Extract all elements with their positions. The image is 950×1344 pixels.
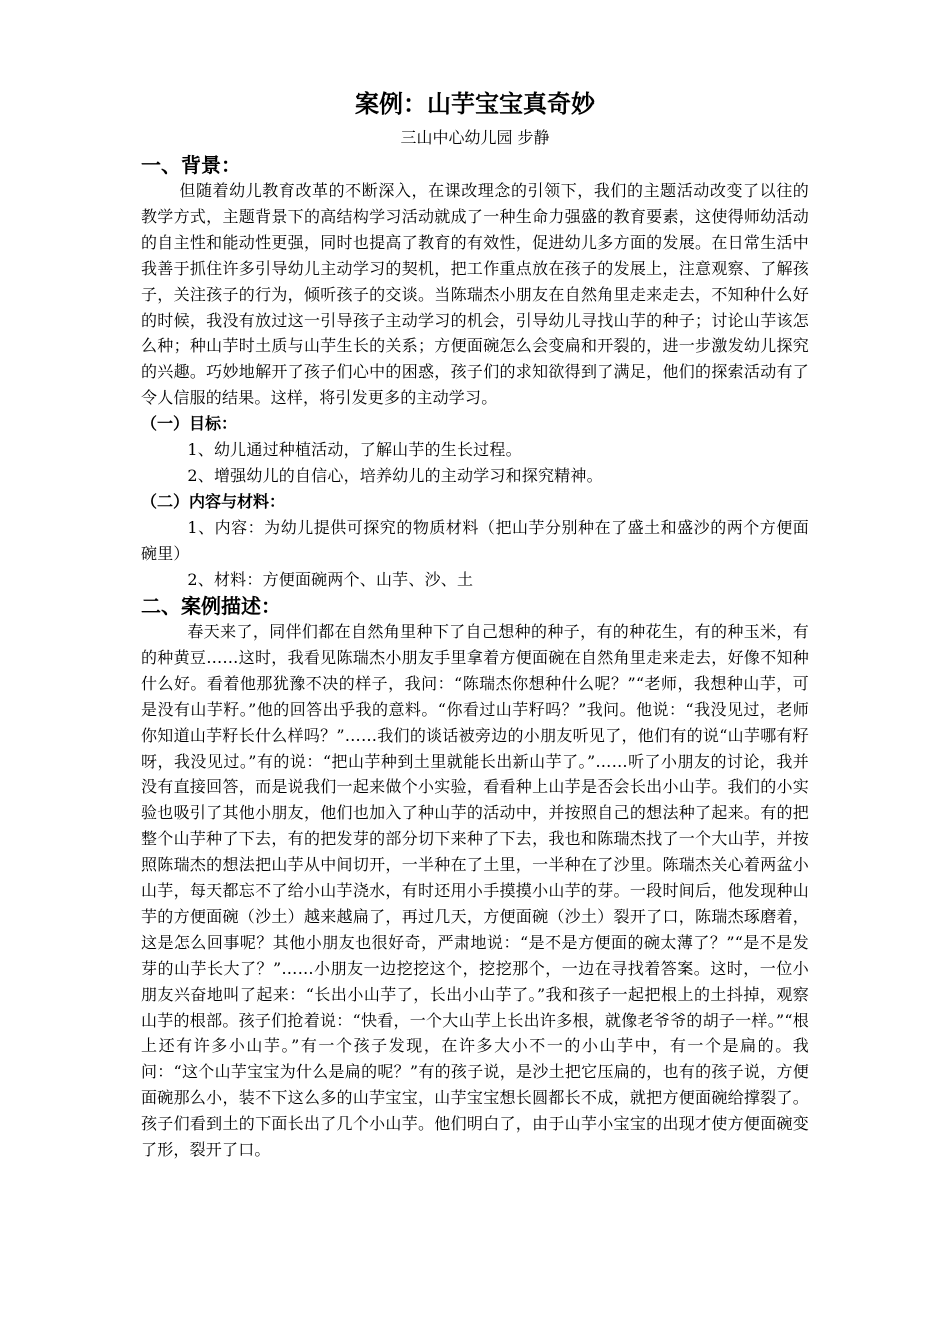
- content-item: 1、内容：为幼儿提供可探究的物质材料（把山芋分别种在了盛土和盛沙的两个方便面碗里）: [141, 518, 809, 564]
- subheading-goals: （一）目标：: [141, 414, 238, 434]
- goal-item-2: 2、增强幼儿的自信心，培养幼儿的主动学习和探究精神。: [187, 466, 603, 486]
- section-heading-case: 二、案例描述：: [141, 593, 281, 618]
- goal-item-1: 1、幼儿通过种植活动，了解山芋的生长过程。: [187, 440, 522, 460]
- material-item: 2、材料：方便面碗两个、山芋、沙、土: [187, 569, 474, 589]
- document-page: [141, 86, 809, 1163]
- subheading-materials: （二）内容与材料：: [141, 492, 286, 512]
- section-heading-background: 一、背景：: [141, 153, 241, 177]
- background-paragraph: 但随着幼儿教育改革的不断深入，在课改理念的引领下，我们的主题活动改变了以往的教学方式，主题背景下的高结构学习活动就成了一种生命力强盛的教育要素，这使得师幼活动的自主性和能动性更强，同时也提高了教育的有效性，促进幼儿多方面的发展。在日常生活中我善于抓住许多引导幼儿主动学习的契机，把工作重点放在孩子的发展上，注意观察、了解孩子，关注孩子的行为，倾听孩子的交谈。当陈瑞杰小朋友在自然角里走来走去，不知种什么好的时候，我没有放过这一引导孩子主动学习的机会，引导幼儿寻找山芋的种子；讨论山芋该怎么种；种山芋时土质与山芋生长的关系；方便面碗怎么会变扁和开裂的，进一步激发幼儿探究的兴趣。巧妙地解开了孩子们心中的困惑，孩子们的求知欲得到了满足，他们的探索活动有了令人信服的结果。这样，将引发更多的主动学习。: [141, 181, 809, 408]
- case-paragraph: 春天来了，同伴们都在自然角里种下了自己想种的种子，有的种花生，有的种玉米，有的种黄豆……这时，我看见陈瑞杰小朋友手里拿着方便面碗在自然角里走来走去，好像不知种什么好。看着他那犹豫不决的样子，我问：“陈瑞杰你想种什么呢？”“老师，我想种山芋，可是没有山芋籽。”他的回答出乎我的意料。“你看过山芋籽吗？”我问。他说：“我没见过，老师你知道山芋籽长什么样吗？”……我们的谈话被旁边的小朋友听见了，他们有的说“山芋哪有籽呀，我没见过。”有的说：“把山芋种到土里就能长出新山芋了。”……听了小朋友的讨论，我并没有直接回答，而是说我们一起来做个小实验，看看种上山芋是否会长出小山芋。我们的小实验也吸引了其他小朋友，他们也加入了种山芋的活动中，并按照自己的想法种了起来。有的把整个山芋种了下去，有的把发芽的部分切下来种了下去，我也和陈瑞杰找了一个大山芋，并按照陈瑞杰的想法把山芋从中间切开，一半种在了土里，一半种在了沙里。陈瑞杰关心着两盆小山芋，每天都忘不了给小山芋浇水，有时还用小手摸摸小山芋的芽。一段时间后，他发现种山芋的方便面碗（沙土）越来越扁了，再过几天，方便面碗（沙土）裂开了口，陈瑞杰琢磨着，这是怎么回事呢？其他小朋友也很好奇，严肃地说：“是不是方便面的碗太薄了？”“是不是发芽的山芋长大了？”……小朋友一边挖挖这个，挖挖那个，一边在寻找着答案。这时，一位小朋友兴奋地叫了起来：“长出小山芋了，长出小山芋了。”我和孩子一起把根上的土抖掉，观察山芋的根部。孩子们抢着说：“快看，一个大山芋上长出许多根，就像老爷爷的胡子一样。”“根上还有许多小山芋。”有一个孩子发现，在许多大小不一的小山芋中，有一个是扁的。我问：“这个山芋宝宝为什么是扁的呢？”有的孩子说，是沙土把它压扁的，也有的孩子说，方便面碗那么小，装不下这么多的山芋宝宝，山芋宝宝想长圆都长不成，就把方便面碗给撑裂了。孩子们看到土的下面长出了几个小山芋。他们明白了，由于山芋小宝宝的出现才使方便面碗变了形，裂开了口。: [141, 621, 809, 1160]
- document-author: 三山中心幼儿园 步静: [400, 128, 550, 147]
- document-title: 案例：山芋宝宝真奇妙: [355, 90, 595, 118]
